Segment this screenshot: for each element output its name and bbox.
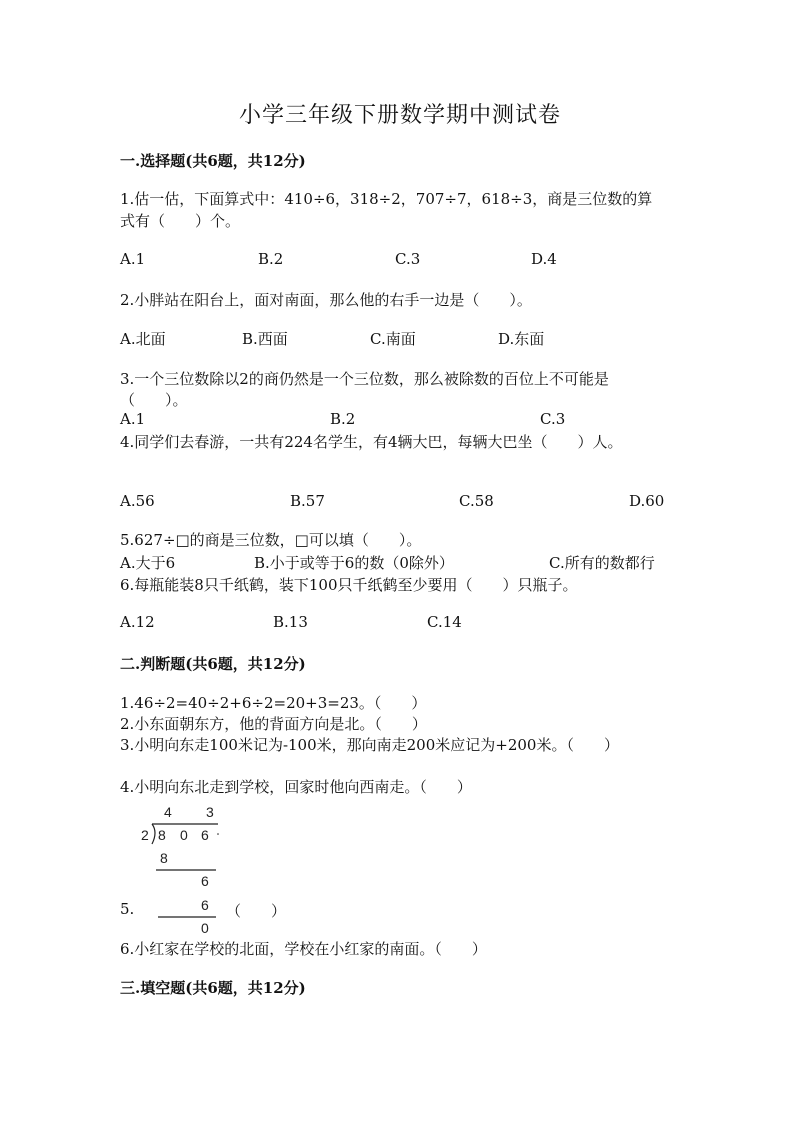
quotient-digit-2: 3: [206, 804, 214, 820]
final-remainder: 0: [201, 920, 209, 936]
q1-option-d: D.4: [531, 250, 557, 268]
q6-option-c: C.14: [427, 613, 462, 631]
q5-option-b: B.小于或等于6的数（0除外）: [254, 554, 454, 572]
tf-q5-paren: （ ）: [226, 902, 287, 920]
q2-option-b: B.西面: [242, 330, 288, 348]
q1-option-b: B.2: [258, 250, 284, 268]
q4-option-a: A.56: [120, 492, 155, 510]
tf-q1: 1.46÷2=40÷2+6÷2=20+3=23。（ ）: [120, 694, 427, 712]
q2-option-d: D.东面: [498, 330, 545, 348]
q5-option-c: C.所有的数都行: [549, 554, 655, 572]
section3-heading: 三.填空题(共6题，共12分): [120, 979, 306, 997]
q5-text: 5.627÷□的商是三位数，□可以填（ ）。: [120, 531, 422, 549]
q1-line1: 1.估一估，下面算式中：410÷6，318÷2，707÷7，618÷3，商是三位数的算: [120, 190, 653, 208]
tf-q6: 6.小红家在学校的北面，学校在小红家的南面。（ ）: [120, 940, 487, 958]
q3-line2: （ ）。: [120, 391, 188, 409]
q2-text: 2.小胖站在阳台上，面对南面，那么他的右手一边是（ ）。: [120, 291, 532, 309]
q3-line1: 3.一个三位数除以2的商仍然是一个三位数，那么被除数的百位上不可能是: [120, 370, 609, 388]
tf-q2: 2.小东面朝东方，他的背面方向是北。（ ）: [120, 715, 427, 733]
q4-text: 4.同学们去春游，一共有224名学生，有4辆大巴，每辆大巴坐（ ）人。: [120, 433, 623, 451]
q3-option-a: A.1: [120, 410, 146, 428]
division-bracket: [152, 824, 155, 844]
q5-option-a: A.大于6: [120, 554, 176, 572]
division-dot: [217, 833, 219, 835]
step2-remainder: 6: [201, 873, 209, 889]
dividend-digit-1: 8: [158, 827, 166, 843]
tf-q5-number: 5.: [120, 900, 135, 918]
dividend-digit-2: 0: [180, 827, 188, 843]
q1-line2: 式有（ ）个。: [120, 212, 241, 230]
quotient-digit-1: 4: [164, 804, 172, 820]
step3-product: 6: [201, 897, 209, 913]
q4-option-b: B.57: [290, 492, 325, 510]
q3-option-b: B.2: [330, 410, 356, 428]
q2-option-c: C.南面: [370, 330, 416, 348]
tf-q4: 4.小明向东北走到学校，回家时他向西南走。（ ）: [120, 778, 472, 796]
section1-heading: 一.选择题(共6题，共12分): [120, 152, 306, 170]
tf-q3: 3.小明向东走100米记为-100米，那向南走200米应记为+200米。（ ）: [120, 736, 619, 754]
q6-option-b: B.13: [273, 613, 308, 631]
divisor: 2: [141, 827, 149, 843]
step1-product: 8: [160, 850, 168, 866]
q6-option-a: A.12: [120, 613, 155, 631]
q1-option-c: C.3: [395, 250, 421, 268]
q4-option-c: C.58: [459, 492, 494, 510]
q2-option-a: A.北面: [120, 330, 166, 348]
q3-option-c: C.3: [540, 410, 566, 428]
page-title: 小学三年级下册数学期中测试卷: [238, 103, 561, 128]
q4-option-d: D.60: [629, 492, 665, 510]
long-division-figure: [138, 800, 228, 940]
q6-text: 6.每瓶能装8只千纸鹤，装下100只千纸鹤至少要用（ ）只瓶子。: [120, 576, 578, 594]
q1-option-a: A.1: [120, 250, 146, 268]
dividend-digit-3: 6: [201, 827, 209, 843]
section2-heading: 二.判断题(共6题，共12分): [120, 655, 306, 673]
